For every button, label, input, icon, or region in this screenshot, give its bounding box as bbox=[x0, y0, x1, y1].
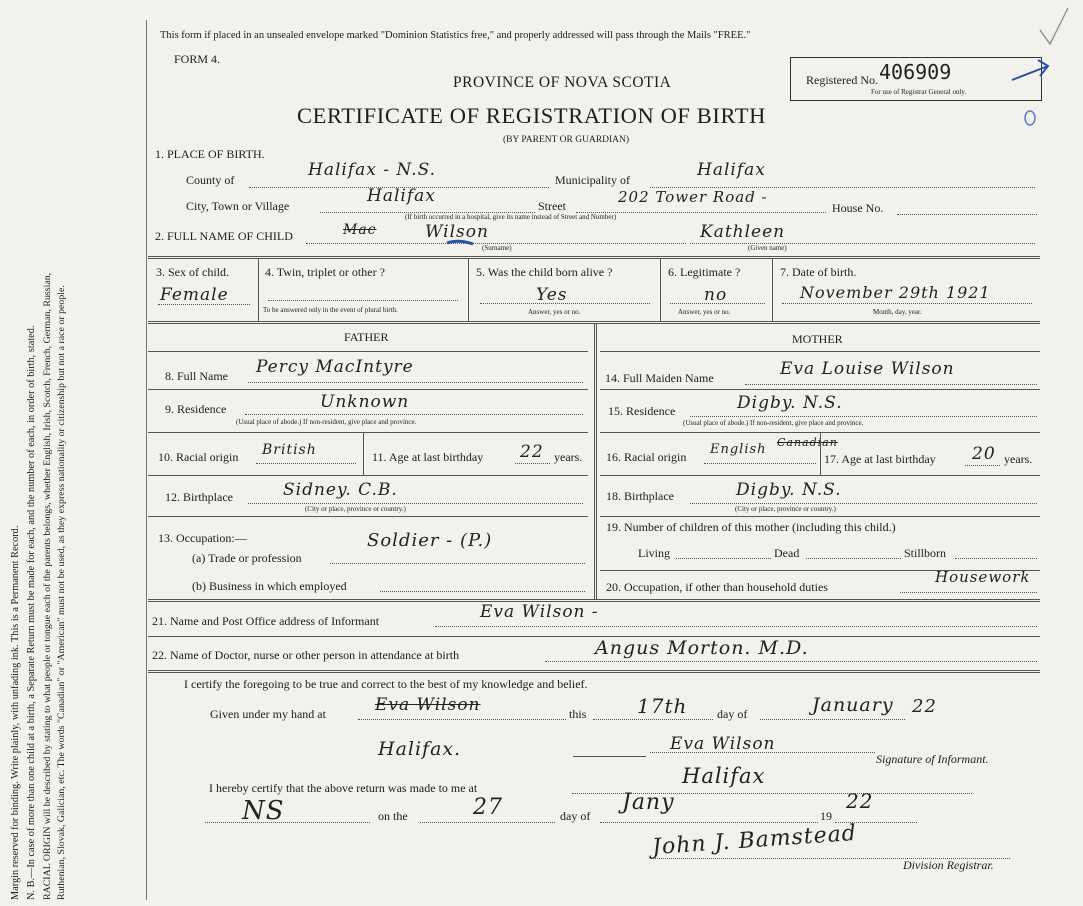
father-trade-label: (a) Trade or profession bbox=[192, 551, 302, 565]
province-heading: PROVINCE OF NOVA SCOTIA bbox=[453, 74, 672, 91]
given-struck: Eva Wilson bbox=[375, 695, 481, 715]
check-marks bbox=[1000, 0, 1080, 140]
mother-occupation: Housework bbox=[935, 568, 1031, 586]
alive-value: Yes bbox=[536, 285, 568, 305]
municipality-value: Halifax bbox=[697, 160, 766, 180]
sex-value: Female bbox=[160, 285, 229, 305]
father-residence: Unknown bbox=[320, 392, 410, 412]
father-racial-label: 10. Racial origin bbox=[158, 450, 239, 464]
informant-label: 21. Name and Post Office address of Informant bbox=[152, 614, 380, 628]
registrar-signature: John J. Bamstead bbox=[651, 820, 858, 861]
street-value: 202 Tower Road - bbox=[618, 188, 768, 206]
city-value: Halifax bbox=[367, 186, 436, 206]
children-count-label: 19. Number of children of this mother (including this child.) bbox=[606, 520, 896, 534]
this-label: this bbox=[569, 707, 587, 721]
stillborn-label: Stillborn bbox=[904, 546, 947, 560]
father-birthplace-note: (City or place, province or country.) bbox=[305, 505, 406, 513]
margin-note-2: N. B.—In case of more than one child at a birth, a Separate Return must be made for each, and the number of each, in order of birth, stated. bbox=[26, 325, 37, 900]
place-of-birth-label: 1. PLACE OF BIRTH. bbox=[155, 147, 265, 161]
day-of-label: day of bbox=[717, 707, 748, 721]
city-label: City, Town or Village bbox=[186, 199, 290, 213]
dob-label: 7. Date of birth. bbox=[780, 265, 857, 279]
child-surname: Wilson bbox=[425, 222, 489, 242]
margin-note-4: Ruthenian, Slovak, Galician, etc. The words "Canadian" or "American" must not be used, as they express nationality or citizenship but not a race or people. bbox=[56, 285, 67, 900]
mother-racial-struck: Canadian bbox=[777, 436, 838, 449]
father-business-label: (b) Business in which employed bbox=[192, 579, 347, 593]
mother-residence-label: 15. Residence bbox=[608, 404, 676, 418]
mother-birthplace: Digby. N.S. bbox=[736, 480, 842, 500]
alive-note: Answer, yes or no. bbox=[528, 308, 581, 316]
father-residence-note: (Usual place of abode.) If non-resident, give place and province. bbox=[236, 418, 417, 426]
father-age-label: 11. Age at last birthday bbox=[372, 450, 484, 464]
surname-caption: (Surname) bbox=[482, 244, 512, 252]
father-trade: Soldier - (P.) bbox=[367, 530, 493, 551]
margin-rule bbox=[146, 20, 147, 900]
given-place: Halifax. bbox=[378, 738, 462, 760]
doctor-label: 22. Name of Doctor, nurse or other person in attendance at birth bbox=[152, 648, 460, 662]
mother-occupation-label: 20. Occupation, if other than household duties bbox=[606, 580, 828, 594]
dob-value: November 29th 1921 bbox=[800, 283, 991, 302]
county-label: County of bbox=[186, 173, 235, 187]
house-label: House No. bbox=[832, 201, 884, 215]
mother-age-label: 17. Age at last birthday bbox=[824, 452, 936, 466]
mother-birthplace-label: 18. Birthplace bbox=[606, 489, 674, 503]
legitimate-note: Answer, yes or no. bbox=[678, 308, 731, 316]
twin-note: To be answered only in the event of plural birth. bbox=[263, 306, 398, 314]
year-prefix: 19 bbox=[820, 809, 832, 823]
registrar-year: 22 bbox=[846, 789, 874, 813]
registered-number: 406909 bbox=[879, 60, 952, 84]
mother-racial: English bbox=[710, 442, 767, 457]
margin-note-1: Margin reserved for binding. Write plainly, with unfading ink. This is a Permanent Record. bbox=[10, 525, 21, 900]
twin-label: 4. Twin, triplet or other ? bbox=[265, 265, 385, 279]
legitimate-label: 6. Legitimate ? bbox=[668, 265, 741, 279]
form-number: FORM 4. bbox=[174, 52, 221, 66]
father-heading: FATHER bbox=[344, 330, 389, 344]
mother-birthplace-note: (City or place, province or country.) bbox=[735, 505, 836, 513]
hospital-note: (If birth occurred in a hospital, give its name instead of Street and Number) bbox=[405, 213, 617, 221]
mother-heading: MOTHER bbox=[792, 332, 843, 346]
living-label: Living bbox=[638, 546, 670, 560]
registrar-place-2: NS bbox=[242, 796, 285, 826]
street-label: Street bbox=[538, 199, 566, 213]
informant-sig-caption: Signature of Informant. bbox=[876, 752, 989, 766]
registrar-place: Halifax bbox=[682, 764, 766, 788]
child-surname-struck: Mac bbox=[343, 222, 377, 238]
dob-note: Month, day, year. bbox=[873, 308, 922, 316]
municipality-label: Municipality of bbox=[555, 173, 630, 187]
margin-notes bbox=[10, 4, 140, 902]
doctor-value: Angus Morton. M.D. bbox=[595, 637, 809, 659]
given-year: 22 bbox=[912, 696, 937, 717]
child-given-name: Kathleen bbox=[700, 222, 786, 242]
sex-label: 3. Sex of child. bbox=[156, 265, 229, 279]
certify-text: I certify the foregoing to be true and correct to the best of my knowledge and belief. bbox=[184, 677, 588, 691]
given-label: Given under my hand at bbox=[210, 707, 326, 721]
father-name: Percy MacIntyre bbox=[256, 357, 414, 377]
mother-age: 20 bbox=[972, 444, 996, 464]
registrar-use-note: For use of Registrar General only. bbox=[871, 88, 967, 96]
child-name-label: 2. FULL NAME OF CHILD bbox=[155, 229, 293, 243]
father-birthplace-label: 12. Birthplace bbox=[165, 490, 233, 504]
mother-name: Eva Louise Wilson bbox=[780, 359, 955, 379]
mother-residence: Digby. N.S. bbox=[737, 393, 843, 413]
ink-mark bbox=[445, 238, 475, 248]
registered-label: Registered No. bbox=[806, 73, 878, 87]
father-birthplace: Sidney. C.B. bbox=[283, 480, 398, 500]
margin-note-3: RACIAL ORIGIN will be described by stating to what people or tongue each of the parents belongs, whether English, Irish, Scotch, French, German, Russian, bbox=[42, 272, 53, 900]
given-month: January bbox=[812, 694, 894, 716]
mother-residence-note: (Usual place of abode.) If non-resident, give place and province. bbox=[683, 419, 864, 427]
mother-name-label: 14. Full Maiden Name bbox=[605, 371, 714, 385]
informant-value: Eva Wilson - bbox=[480, 602, 599, 622]
alive-label: 5. Was the child born alive ? bbox=[476, 265, 613, 279]
given-day: 17th bbox=[637, 694, 688, 718]
father-residence-label: 9. Residence bbox=[165, 402, 227, 416]
father-age: 22 bbox=[520, 442, 544, 462]
legitimate-value: no bbox=[704, 285, 728, 305]
mail-notice: This form if placed in an unsealed envelope marked "Dominion Statistics free," and properly addressed will pass through the Mails "FREE." bbox=[160, 30, 751, 41]
mother-years: years. bbox=[1004, 452, 1033, 466]
on-the-label: on the bbox=[378, 809, 408, 823]
father-occupation-label: 13. Occupation:— bbox=[158, 531, 247, 545]
county-value: Halifax - N.S. bbox=[308, 160, 437, 180]
father-racial: British bbox=[262, 442, 317, 458]
mother-racial-label: 16. Racial origin bbox=[606, 450, 687, 464]
informant-signature: Eva Wilson bbox=[670, 734, 776, 754]
given-caption: (Given name) bbox=[748, 244, 787, 252]
registrar-day: 27 bbox=[473, 795, 503, 820]
certificate-title: CERTIFICATE OF REGISTRATION OF BIRTH bbox=[297, 103, 766, 128]
registrar-month: Jany bbox=[622, 790, 675, 815]
registrar-statement: I hereby certify that the above return was made to me at bbox=[209, 781, 478, 795]
dead-label: Dead bbox=[774, 546, 800, 560]
certificate-subtitle: (BY PARENT OR GUARDIAN) bbox=[503, 135, 630, 145]
father-name-label: 8. Full Name bbox=[165, 369, 228, 383]
father-years: years. bbox=[554, 450, 583, 464]
reg-day-of-label: day of bbox=[560, 809, 591, 823]
registrar-caption: Division Registrar. bbox=[903, 858, 994, 872]
